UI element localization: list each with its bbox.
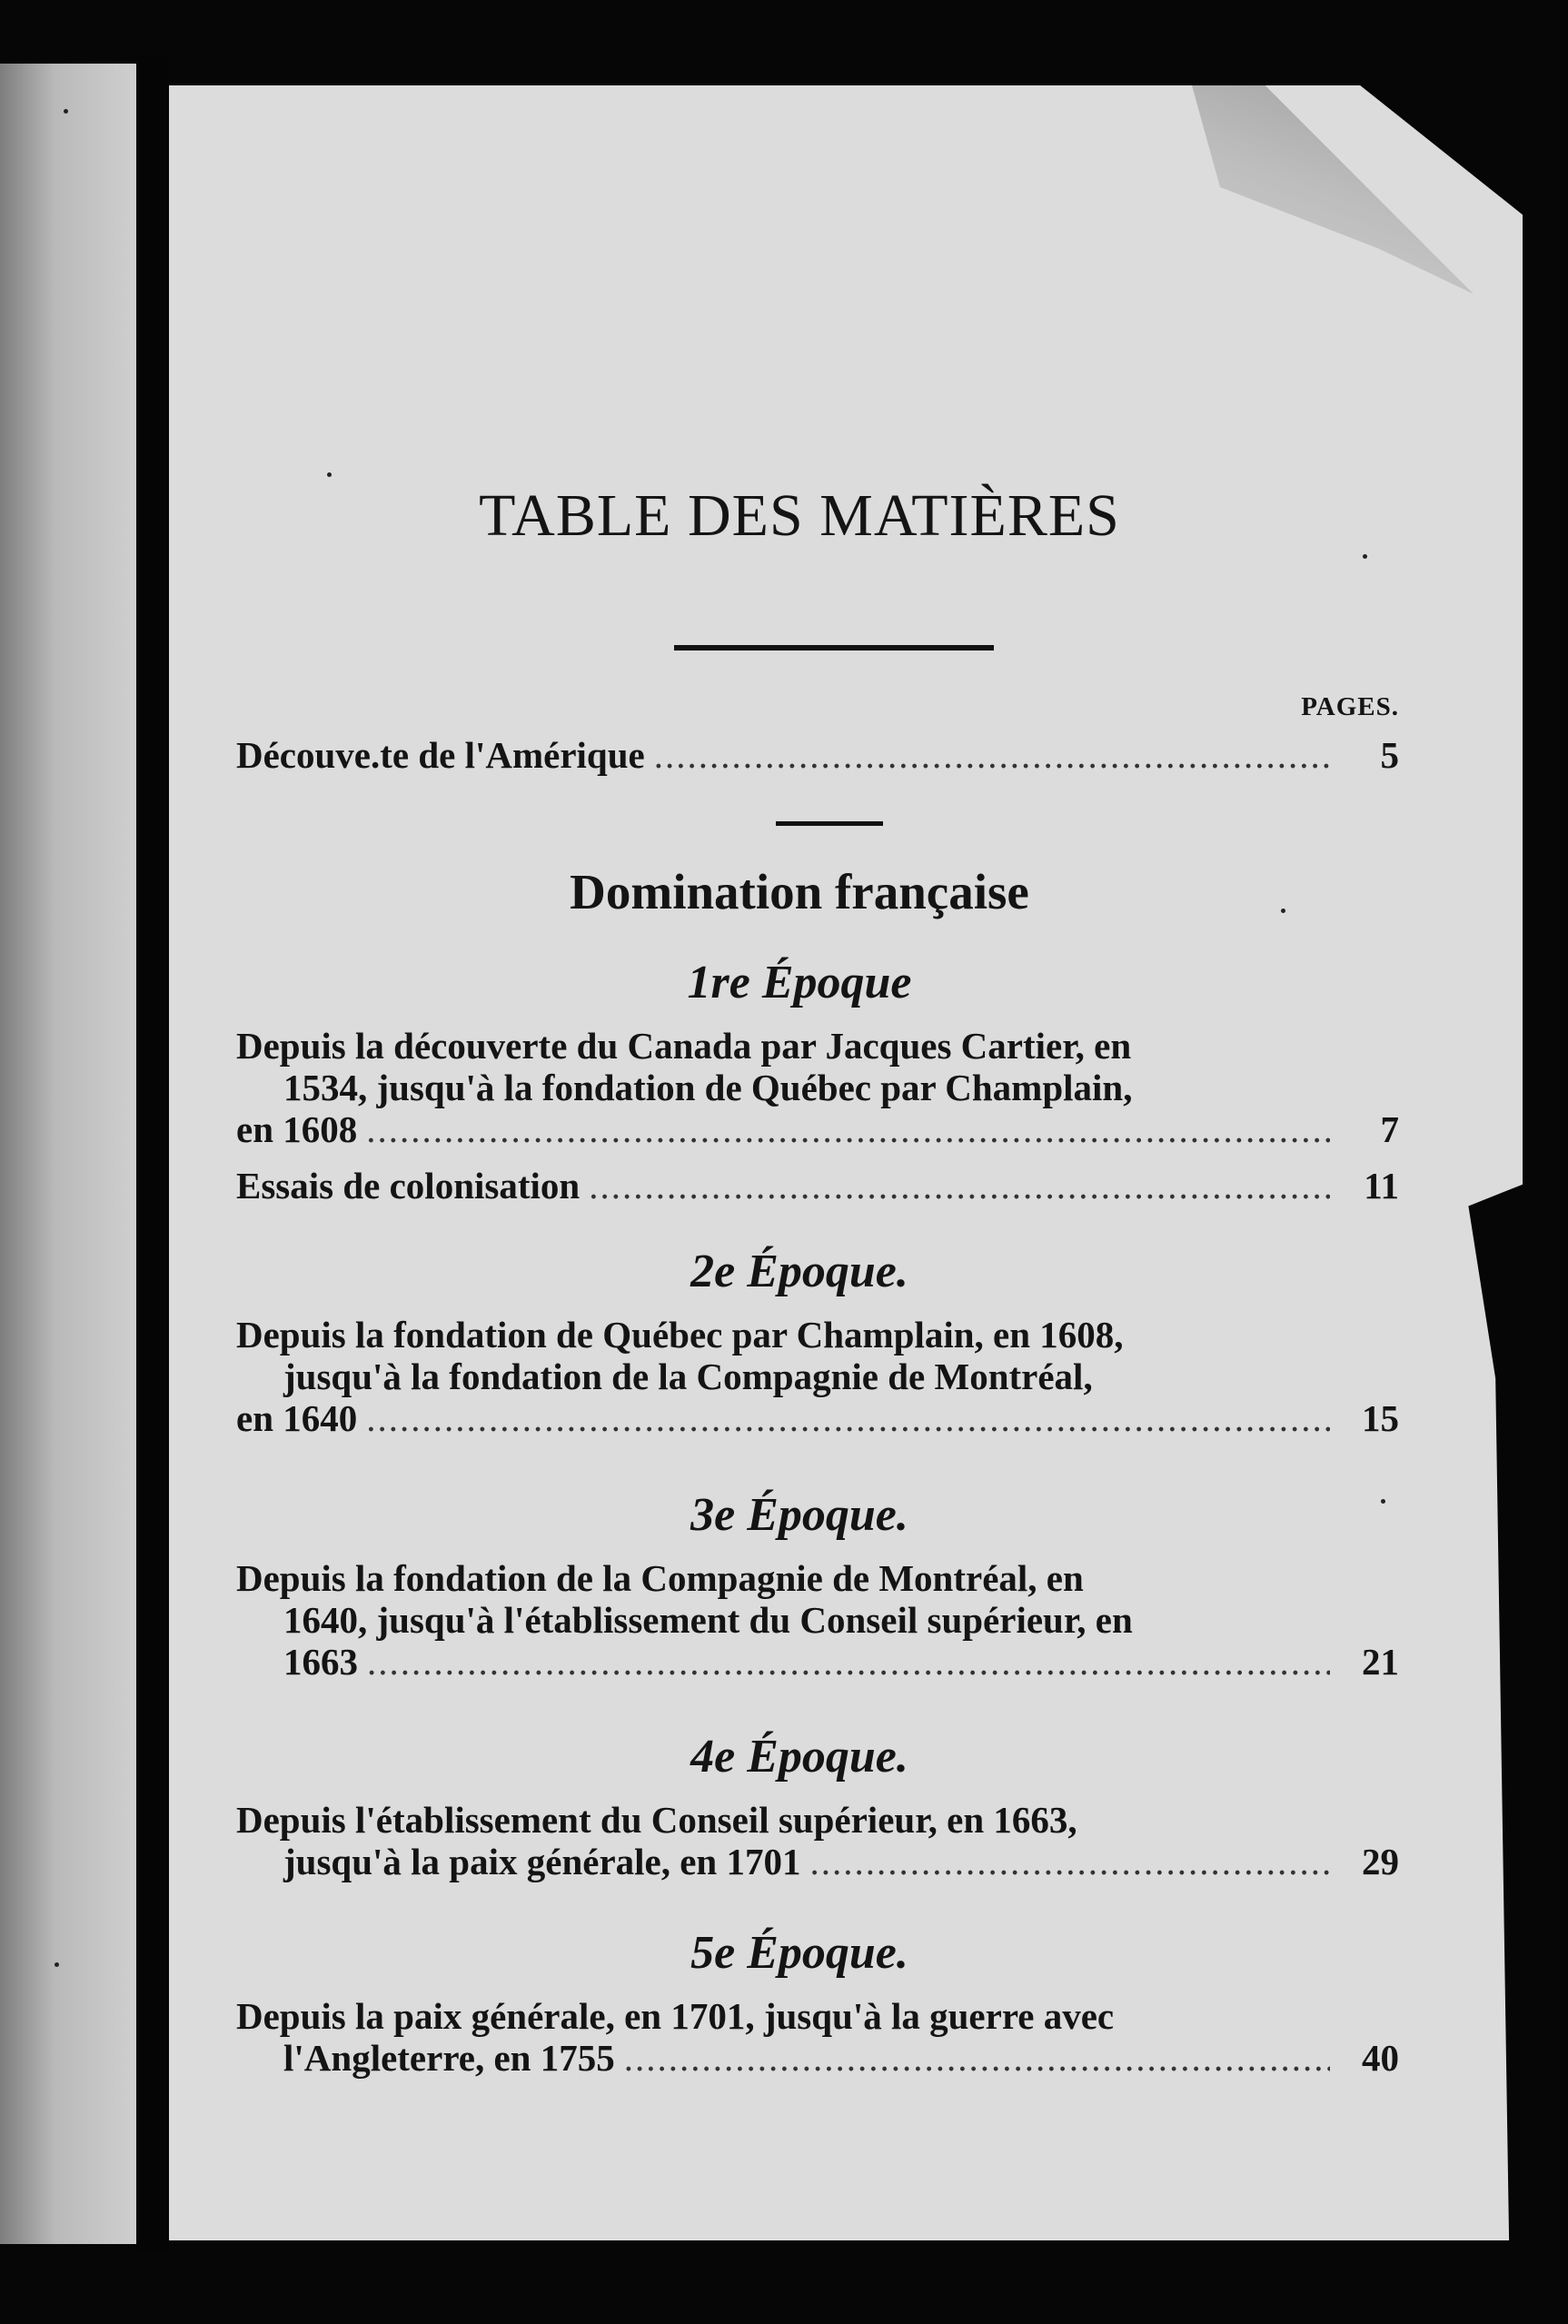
scan-speck [64, 109, 68, 114]
entry-text-line: Depuis la paix générale, en 1701, jusqu'à la guerre avec [236, 1995, 1115, 2037]
table-of-contents [236, 482, 1399, 2144]
scan-speck [327, 472, 332, 477]
dot-leader [809, 1841, 1330, 1882]
toc-entry-epoch1-b [236, 1165, 1399, 1207]
page-number: 29 [1362, 1841, 1399, 1882]
entry-text-line: jusqu'à la paix générale, en 1701 [283, 1841, 801, 1882]
dot-leader [367, 1641, 1330, 1683]
dot-leader [624, 2037, 1330, 2079]
section-heading: Domination française [570, 864, 1029, 919]
entry-text-line: Depuis la découverte du Canada par Jacques Cartier, en [236, 1025, 1132, 1067]
title-rule [674, 645, 994, 651]
page-number: 15 [1362, 1397, 1399, 1439]
scan-speck [1381, 1499, 1385, 1504]
entry-text-line: 1534, jusqu'à la fondation de Québec par Champlain, [283, 1067, 1133, 1108]
toc-entry-epoch5 [236, 1995, 1399, 2079]
entry-text-line: en 1608 [236, 1108, 358, 1150]
entry-text-line: Depuis l'établissement du Conseil supérieur, en 1663, [236, 1799, 1077, 1841]
page-number: 21 [1362, 1641, 1399, 1683]
page-title: TABLE DES MATIÈRES [479, 482, 1120, 549]
page-number: 5 [1380, 734, 1399, 776]
epoch-heading-5: 5e Époque. [690, 1927, 908, 1979]
dot-leader [366, 1108, 1330, 1150]
epoch-heading-1: 1re Époque [687, 957, 912, 1008]
entry-text: Découve.te de l'Amérique [236, 734, 645, 776]
entry-text: Essais de colonisation [236, 1165, 581, 1207]
facing-page-edge [0, 64, 136, 2244]
toc-entry-epoch1-a [236, 1025, 1399, 1150]
page-number: 11 [1364, 1165, 1399, 1207]
book-spine [136, 55, 169, 2253]
dot-leader [366, 1397, 1330, 1439]
entry-text-line: en 1640 [236, 1397, 358, 1439]
scan-speck [1363, 554, 1367, 559]
entry-text-line: l'Angleterre, en 1755 [283, 2037, 615, 2079]
pages-column-label: PAGES. [1301, 692, 1399, 721]
section-rule [776, 821, 883, 826]
page-number: 40 [1362, 2037, 1399, 2079]
dot-leader [589, 1165, 1330, 1207]
toc-entry-epoch3 [236, 1557, 1399, 1683]
entry-text-line: 1663 [283, 1641, 358, 1683]
toc-entry-intro [236, 734, 1399, 776]
toc-entry-epoch4 [236, 1799, 1399, 1882]
entry-text-line: Depuis la fondation de la Compagnie de Montréal, en [236, 1557, 1084, 1599]
epoch-heading-4: 4e Époque. [690, 1731, 908, 1783]
page-number: 7 [1380, 1108, 1399, 1150]
scan-speck [1281, 909, 1285, 913]
scan-speck [55, 1962, 59, 1967]
epoch-heading-3: 3e Époque. [690, 1489, 908, 1541]
entry-text-line: 1640, jusqu'à l'établissement du Conseil supérieur, en [283, 1599, 1133, 1641]
entry-text-line: jusqu'à la fondation de la Compagnie de Montréal, [283, 1356, 1093, 1397]
entry-text-line: Depuis la fondation de Québec par Champlain, en 1608, [236, 1314, 1124, 1356]
toc-entry-epoch2 [236, 1314, 1399, 1439]
epoch-heading-2: 2e Époque. [690, 1246, 908, 1297]
dot-leader [654, 734, 1330, 776]
